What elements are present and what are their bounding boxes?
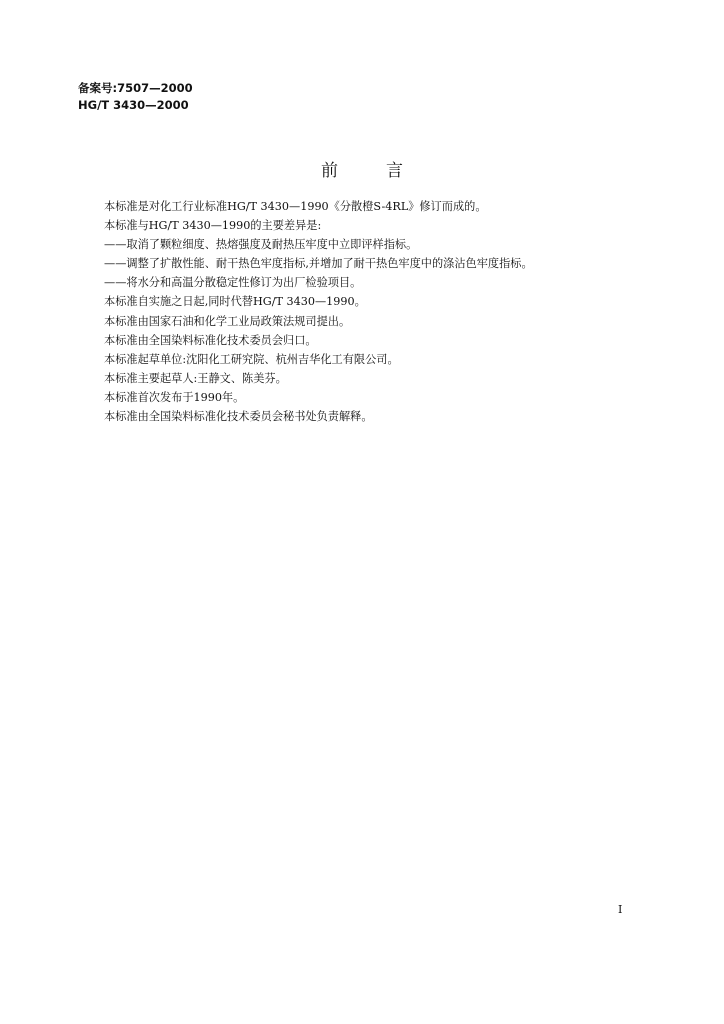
paragraph: 本标准由全国染料标准化技术委员会归口。 bbox=[104, 333, 317, 347]
paragraph: 本标准起草单位:沈阳化工研究院、杭州吉华化工有限公司。 bbox=[104, 352, 399, 366]
foreword-body bbox=[104, 197, 664, 426]
paragraph: 本标准由全国染料标准化技术委员会秘书处负责解释。 bbox=[104, 410, 373, 424]
paragraph: 本标准主要起草人:王静文、陈美芬。 bbox=[104, 371, 287, 385]
page-number: I bbox=[618, 903, 623, 916]
page-title: 前言 bbox=[321, 161, 451, 181]
list-item: ——调整了扩散性能、耐干热色牢度指标,并增加了耐干热色牢度中的涤沾色牢度指标。 bbox=[104, 257, 533, 271]
paragraph: 本标准与HG/T 3430—1990的主要差异是: bbox=[104, 219, 322, 233]
paragraph: 本标准自实施之日起,同时代替HG/T 3430—1990。 bbox=[104, 295, 366, 309]
list-item: ——取消了颗粒细度、热熔强度及耐热压牢度中立即评样指标。 bbox=[104, 238, 418, 252]
paragraph: 本标准是对化工行业标准HG/T 3430—1990《分散橙S-4RL》修订而成的。 bbox=[104, 200, 487, 213]
paragraph: 本标准首次发布于1990年。 bbox=[104, 390, 245, 404]
paragraph: 本标准由国家石油和化学工业局政策法规司提出。 bbox=[104, 314, 351, 328]
record-number: 备案号:7507—2000 bbox=[78, 81, 193, 95]
document-header bbox=[78, 80, 193, 114]
standard-code: HG/T 3430—2000 bbox=[78, 98, 189, 112]
list-item: ——将水分和高温分散稳定性修订为出厂检验项目。 bbox=[104, 276, 362, 290]
